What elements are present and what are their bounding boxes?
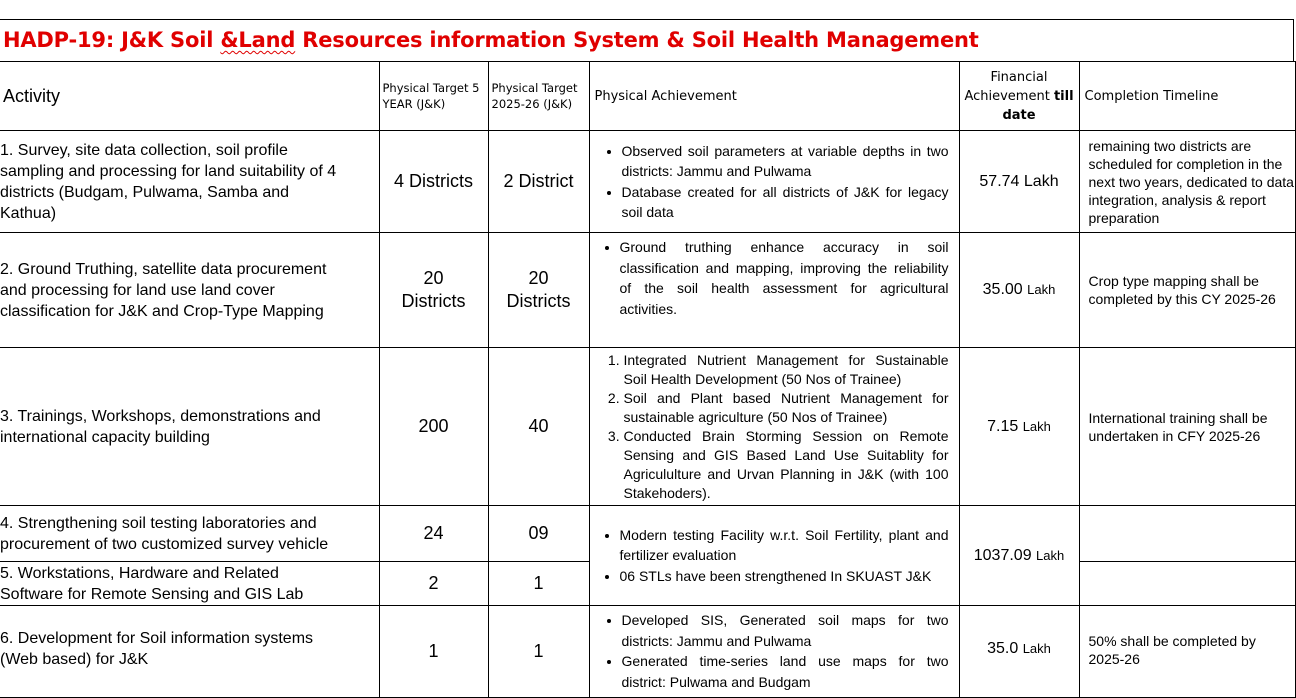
list-item: • Developed SIS, Generated soil maps for two districts: Jammu and Pulwama bbox=[622, 610, 949, 651]
list-item: • 06 STLs have been strengthened In SKUAST J&K bbox=[620, 566, 949, 587]
list-item: 1. Integrated Nutrient Management for Sustainable Soil Health Development (50 Nos of Trainee) bbox=[624, 351, 949, 389]
activity-cell: 4. Strengthening soil testing laboratories and procurement of two customized survey vehicle bbox=[0, 506, 379, 562]
table-row bbox=[0, 506, 1295, 562]
achievement-cell bbox=[589, 348, 959, 506]
list-item: • Modern testing Facility w.r.t. Soil Fertility, plant and fertilizer evaluation bbox=[620, 525, 949, 566]
list-item: • Generated time-series land use maps for two district: Pulwama and Budgam bbox=[622, 651, 949, 692]
target-5yr-cell: 24 bbox=[379, 506, 488, 562]
target-2025-cell: 2 District bbox=[488, 131, 589, 233]
header-achievement: Physical Achievement bbox=[589, 62, 959, 131]
financial-cell: 57.74 Lakh bbox=[959, 131, 1079, 233]
achievement-cell bbox=[589, 506, 959, 606]
timeline-cell: International training shall be undertaken in CFY 2025-26 bbox=[1079, 348, 1295, 506]
list-item: 2. Soil and Plant based Nutrient Management for sustainable agriculture (50 Nos of Trainee) bbox=[624, 389, 949, 427]
timeline-cell: 50% shall be completed by 2025-26 bbox=[1079, 606, 1295, 698]
table-header-row bbox=[0, 62, 1295, 131]
table-row bbox=[0, 348, 1295, 506]
target-2025-cell: 1 bbox=[488, 562, 589, 606]
activity-cell: 6. Development for Soil information systems (Web based) for J&K bbox=[0, 606, 379, 698]
achievement-cell bbox=[589, 233, 959, 348]
target-2025-cell: 20 Districts bbox=[488, 233, 589, 348]
list-item: 3. Conducted Brain Storming Session on Remote Sensing and GIS Based Land Use Suitablity for Agricululture and Urvan Planning in J&K (with 100 Stakehoders). bbox=[624, 427, 949, 503]
achievement-cell bbox=[589, 606, 959, 698]
timeline-cell bbox=[1079, 562, 1295, 606]
header-target-5yr: Physical Target 5 YEAR (J&K) bbox=[379, 62, 488, 131]
header-activity: Activity bbox=[0, 62, 379, 131]
timeline-cell: Crop type mapping shall be completed by this CY 2025-26 bbox=[1079, 233, 1295, 348]
financial-cell: 7.15 Lakh bbox=[959, 348, 1079, 506]
activity-cell: 5. Workstations, Hardware and Related Software for Remote Sensing and GIS Lab bbox=[0, 562, 379, 606]
financial-cell: 35.0 Lakh bbox=[959, 606, 1079, 698]
financial-cell: 1037.09 Lakh bbox=[959, 506, 1079, 606]
timeline-cell: remaining two districts are scheduled for completion in the next two years, dedicated to data integration, analysis & report preparation bbox=[1079, 131, 1295, 233]
target-2025-cell: 09 bbox=[488, 506, 589, 562]
header-financial: Financial Achievement till date bbox=[959, 62, 1079, 131]
activity-cell: 2. Ground Truthing, satellite data procurement and processing for land use land cover classification for J&K and Crop-Type Mapping bbox=[0, 233, 379, 348]
activity-table bbox=[0, 61, 1296, 698]
table-row bbox=[0, 233, 1295, 348]
achievement-cell bbox=[589, 131, 959, 233]
table-row bbox=[0, 606, 1295, 698]
target-5yr-cell: 4 Districts bbox=[379, 131, 488, 233]
activity-cell: 1. Survey, site data collection, soil profile sampling and processing for land suitability of 4 districts (Budgam, Pulwama, Samba and Kathua) bbox=[0, 131, 379, 233]
target-5yr-cell: 200 bbox=[379, 348, 488, 506]
list-item: • Ground truthing enhance accuracy in soil classification and mapping, improving the reliability of the soil health assessment for agricultural activities. bbox=[620, 237, 949, 319]
document-title: HADP-19: J&K Soil &Land Resources information System & Soil Health Management bbox=[3, 28, 979, 52]
list-item: • Observed soil parameters at variable depths in two districts: Jammu and Pulwama bbox=[622, 141, 949, 182]
target-5yr-cell: 2 bbox=[379, 562, 488, 606]
target-2025-cell: 40 bbox=[488, 348, 589, 506]
financial-cell: 35.00 Lakh bbox=[959, 233, 1079, 348]
target-2025-cell: 1 bbox=[488, 606, 589, 698]
spellcheck-flag: &Land bbox=[220, 28, 296, 52]
header-timeline: Completion Timeline bbox=[1079, 62, 1295, 131]
target-5yr-cell: 20 Districts bbox=[379, 233, 488, 348]
timeline-cell bbox=[1079, 506, 1295, 562]
title-bar bbox=[0, 19, 1294, 61]
target-5yr-cell: 1 bbox=[379, 606, 488, 698]
table-row bbox=[0, 131, 1295, 233]
activity-cell: 3. Trainings, Workshops, demonstrations and international capacity building bbox=[0, 348, 379, 506]
header-target-2025: Physical Target 2025-26 (J&K) bbox=[488, 62, 589, 131]
list-item: • Database created for all districts of J&K for legacy soil data bbox=[622, 182, 949, 223]
